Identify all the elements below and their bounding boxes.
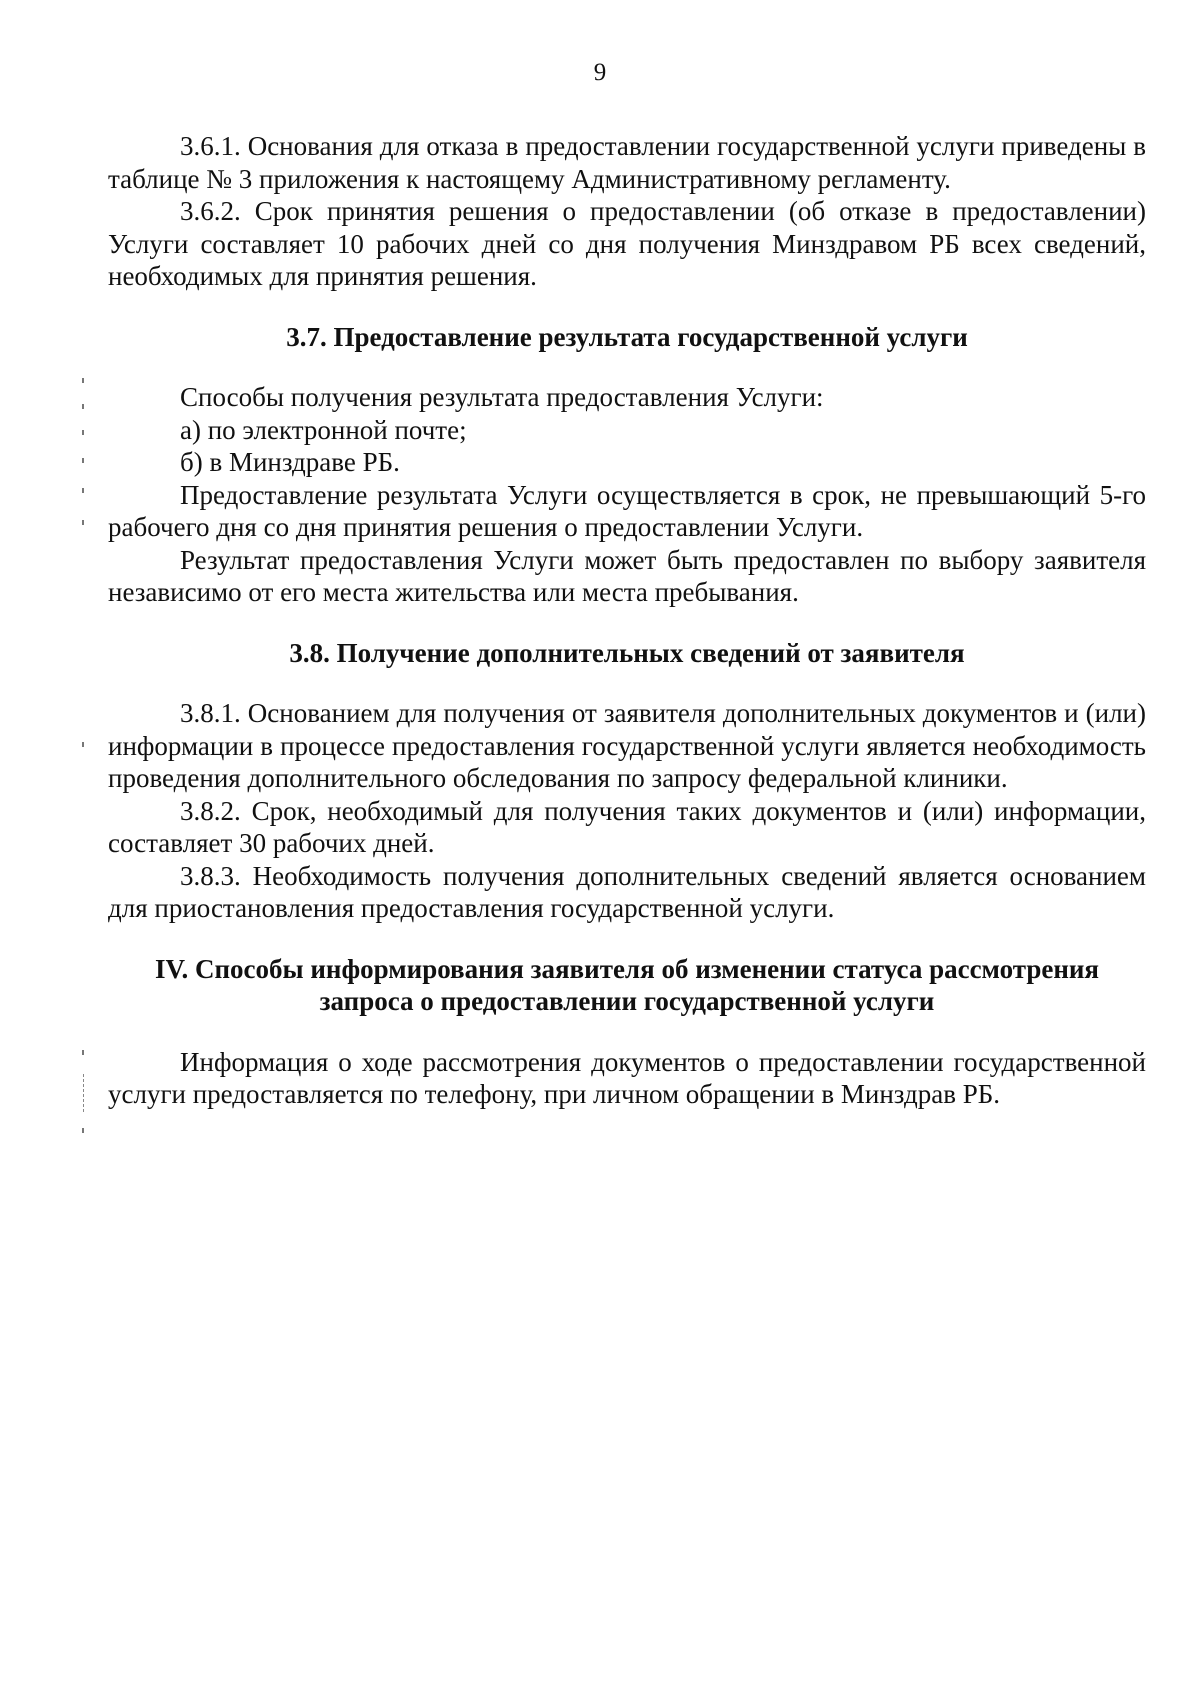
document-body bbox=[108, 130, 1146, 1111]
paragraph-3-6-1: 3.6.1. Основания для отказа в предоставлении государственной услуги приведены в таблице № 3 приложения к настоящему Административному регламенту. bbox=[108, 131, 1146, 194]
paragraph-result-term: Предоставление результата Услуги осуществляется в срок, не превышающий 5-го рабочего дня со дня принятия решения о предоставлении Услуги. bbox=[108, 479, 1146, 542]
list-item-email: а) по электронной почте; bbox=[180, 414, 467, 445]
page-number: 9 bbox=[593, 59, 607, 86]
scan-artifact bbox=[83, 1074, 85, 1112]
scan-artifact bbox=[82, 488, 84, 493]
paragraph-result-methods: Способы получения результата предоставления Услуги: bbox=[180, 382, 824, 412]
scan-artifact bbox=[82, 430, 84, 435]
scan-artifact bbox=[82, 1128, 84, 1133]
scan-artifact bbox=[82, 378, 84, 383]
section-heading-3-7: 3.7. Предоставление результата государственной услуги bbox=[286, 321, 968, 352]
section-heading-3-8: 3.8. Получение дополнительных сведений от заявителя bbox=[289, 637, 965, 668]
paragraph-3-6-2: 3.6.2. Срок принятия решения о предоставлении (об отказе в предоставлении) Услуги составляет 10 рабочих дней со дня получения Минздравом РБ всех сведений, необходимых для принятия решения. bbox=[108, 196, 1146, 291]
scan-artifact bbox=[82, 404, 84, 409]
scan-artifact bbox=[82, 458, 84, 463]
paragraph-status-info: Информация о ходе рассмотрения документов о предоставлении государственной услуги предоставляется по телефону, при личном обращении в Минздрав РБ. bbox=[108, 1046, 1146, 1109]
list-item-ministry: б) в Минздраве РБ. bbox=[180, 447, 400, 477]
paragraph-result-choice: Результат предоставления Услуги может быть предоставлен по выбору заявителя независимо от его места жительства или места пребывания. bbox=[108, 544, 1146, 607]
scan-artifact bbox=[82, 742, 84, 747]
paragraph-3-8-3: 3.8.3. Необходимость получения дополнительных сведений является основанием для приостановления предоставления государственной услуги. bbox=[108, 860, 1146, 923]
paragraph-3-8-2: 3.8.2. Срок, необходимый для получения таких документов и (или) информации, составляет 30 рабочих дней. bbox=[108, 795, 1146, 858]
scan-artifact bbox=[82, 1050, 84, 1055]
paragraph-3-8-1: 3.8.1. Основанием для получения от заявителя дополнительных документов и (или) информации в процессе предоставления государственной услуги является необходимость проведения дополнительного обследования по запросу федеральной клиники. bbox=[108, 698, 1146, 793]
section-heading-iv: IV. Способы информирования заявителя об изменении статуса рассмотрения запроса о предоставлении государственной услуги bbox=[154, 953, 1100, 1016]
scan-artifact bbox=[82, 520, 84, 525]
